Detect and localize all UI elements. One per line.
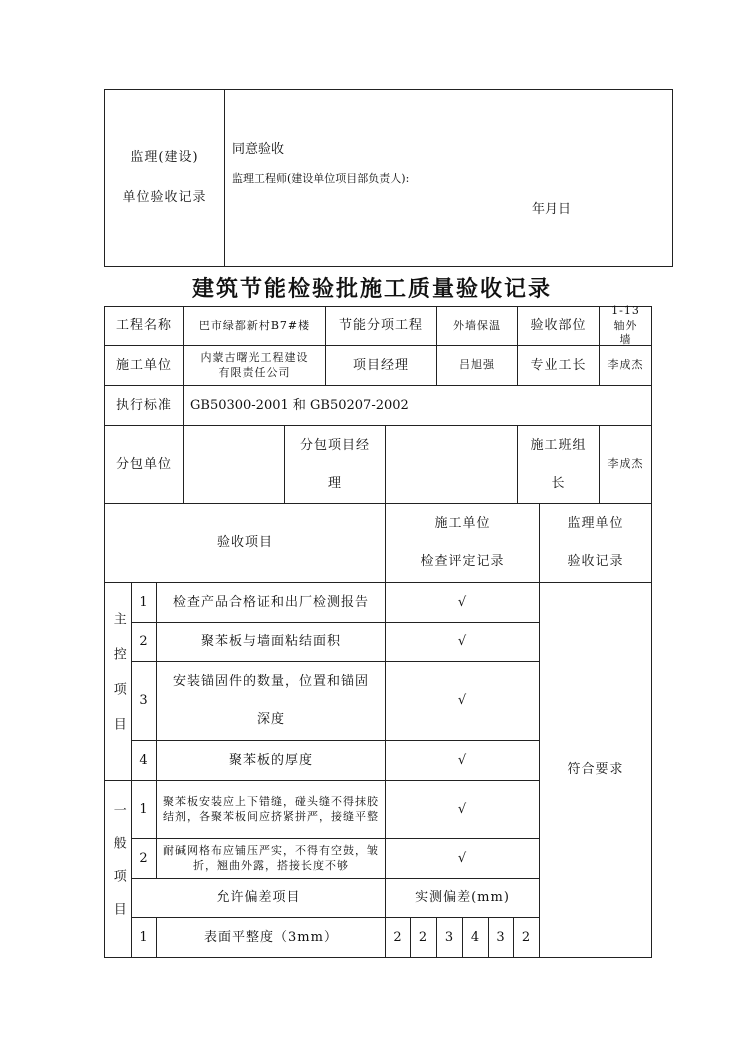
deviation-item-no: 1: [131, 917, 157, 958]
main-item-result: √: [385, 582, 540, 623]
main-item-text: 聚苯板与墙面粘结面积: [156, 622, 386, 662]
main-item-no: 4: [131, 740, 157, 781]
main-group-label: 主控项目: [104, 582, 132, 781]
project-name: 巴市绿都新村B7#楼: [183, 306, 326, 346]
main-item-result: √: [385, 661, 540, 741]
general-item-text: 耐碱网格布应铺压严实，不得有空鼓，皱折，翘曲外露，搭接长度不够: [156, 838, 386, 879]
team-label: 施工班组长: [517, 425, 600, 504]
deviation-label: 允许偏差项目: [131, 878, 386, 918]
general-group-label: 一般项目: [104, 780, 132, 958]
supervision-label-line1: 监理(建设): [130, 150, 199, 166]
supervisor-header-l2: 验收记录: [567, 554, 624, 569]
sub-label: 分包单位: [104, 425, 184, 504]
pm: 吕旭强: [436, 345, 518, 386]
contractor-label: 施工单位: [104, 345, 184, 386]
main-item-result: √: [385, 622, 540, 662]
supervisor-header: [539, 503, 652, 583]
supervision-opinion: 同意验收: [232, 142, 285, 157]
measured-value: 3: [436, 917, 463, 958]
general-item-result: √: [385, 838, 540, 879]
measured-value: 2: [513, 917, 540, 958]
measured-value: 4: [462, 917, 489, 958]
supervision-engineer: 监理工程师(建设单位项目部负责人):: [232, 172, 410, 185]
supervision-label-cell: [104, 89, 225, 267]
main-item-text-l2: 深度: [256, 712, 285, 727]
measured-value: 3: [488, 917, 514, 958]
sub: [183, 425, 285, 504]
deviation-item-text: 表面平整度（3mm）: [156, 917, 386, 958]
pm-label: 项目经理: [325, 345, 437, 386]
items-header: 验收项目: [104, 503, 386, 583]
contractor-header-l1: 施工单位: [434, 516, 491, 532]
main-item-no: 3: [131, 661, 157, 741]
main-item-result: √: [385, 740, 540, 781]
main-item-text: 聚苯板的厚度: [156, 740, 386, 781]
supervisor-header-l1: 监理单位: [567, 516, 624, 532]
location: 1-13轴外墙: [599, 306, 652, 346]
standard: GB50300-2001 和 GB50207-2002: [183, 385, 652, 426]
supervision-label-line2: 单位验收记录: [122, 190, 207, 205]
general-item-result: √: [385, 780, 540, 839]
main-item-text-l1: 安装锚固件的数量，位置和锚固: [172, 674, 369, 690]
contractor-header-l2: 检查评定记录: [420, 554, 505, 569]
foreman: 李成杰: [599, 345, 652, 386]
sub-pm-label: 分包项目经理: [284, 425, 386, 504]
general-item-text: 聚苯板安装应上下错缝，碰头缝不得抹胶结剂，各聚苯板间应挤紧拼严，接缝平整: [156, 780, 386, 839]
team: 李成杰: [599, 425, 652, 504]
main-item-text: 检查产品合格证和出厂检测报告: [156, 582, 386, 623]
location-label: 验收部位: [517, 306, 600, 346]
conclusion: 符合要求: [539, 582, 652, 958]
measured-value: 2: [410, 917, 437, 958]
subproject: 外墙保温: [436, 306, 518, 346]
main-item-no: 1: [131, 582, 157, 623]
main-item-text: [156, 661, 386, 741]
sub-pm: [385, 425, 518, 504]
measured-value: 2: [385, 917, 411, 958]
general-item-no: 1: [131, 780, 157, 839]
main-item-no: 2: [131, 622, 157, 662]
page-title: 建筑节能检验批施工质量验收记录: [191, 276, 552, 302]
measured-label: 实测偏差(mm): [385, 878, 540, 918]
subproject-label: 节能分项工程: [325, 306, 437, 346]
contractor-header: [385, 503, 540, 583]
project-name-label: 工程名称: [104, 306, 184, 346]
foreman-label: 专业工长: [517, 345, 600, 386]
standard-label: 执行标准: [104, 385, 184, 426]
supervision-date: 年月日: [532, 202, 572, 217]
general-item-no: 2: [131, 838, 157, 879]
contractor: 内蒙古曙光工程建设有限责任公司: [183, 345, 326, 386]
